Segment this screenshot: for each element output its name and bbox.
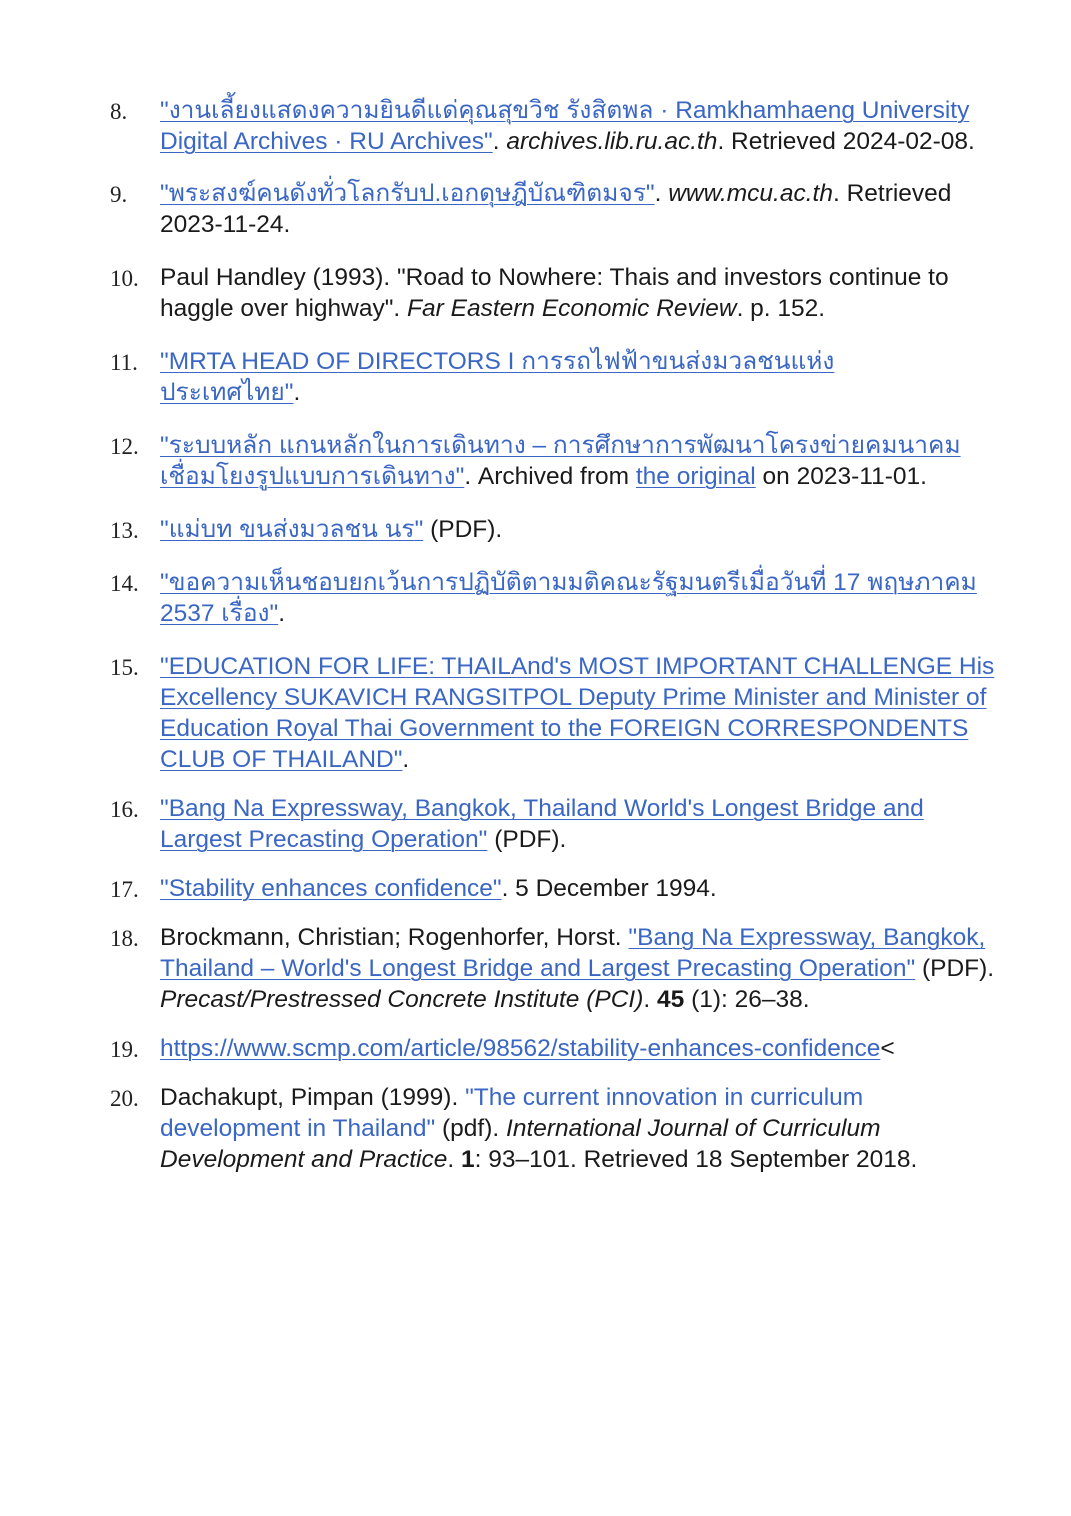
- reference-item-16: [110, 793, 1010, 855]
- reference-item-10: [110, 262, 1010, 324]
- reference-number: 8.: [110, 99, 128, 124]
- reference-number: 11.: [110, 350, 138, 375]
- reference-item-15: [110, 651, 1010, 775]
- reference-item-8: [110, 95, 1010, 157]
- reference-text: .: [293, 379, 301, 406]
- reference-list: [110, 95, 1010, 1175]
- reference-text: (PDF).: [915, 955, 995, 982]
- reference-text: . Retrieved 2023-11-24.: [160, 180, 952, 238]
- reference-text: . Archived from: [464, 463, 636, 490]
- reference-text: Dachakupt, Pimpan (1999).: [160, 1084, 466, 1111]
- reference-text: . 5 December 1994.: [501, 875, 717, 902]
- reference-number: 19.: [110, 1037, 139, 1062]
- reference-journal: Far Eastern Economic Review: [407, 295, 737, 322]
- reference-item-18: [110, 922, 1010, 1015]
- reference-item-17: [110, 873, 1010, 904]
- reference-link[interactable]: "MRTA HEAD OF DIRECTORS I การรถไฟฟ้าขนส่งมวลชนแห่งประเทศไทย": [160, 348, 835, 406]
- reference-text: .: [492, 128, 507, 155]
- reference-link[interactable]: "EDUCATION FOR LIFE: THAILAnd's MOST IMPORTANT CHALLENGE His Excellency SUKAVICH RANGSITPOL Deputy Prime Minister and Minister of Education Royal Thai Government to the FOREIGN CORRESPONDENTS CLUB OF THAILAND": [160, 653, 995, 773]
- reference-link[interactable]: "งานเลี้ยงแสดงความยินดีแด่คุณสุขวิช รังสิตพล · Ramkhamhaeng University Digital Archives · RU Archives": [160, 97, 970, 155]
- reference-journal: Precast/Prestressed Concrete Institute (PCI): [160, 986, 644, 1013]
- reference-volume: 45: [657, 986, 685, 1013]
- reference-volume: 1: [460, 1146, 475, 1173]
- reference-item-20: [110, 1082, 1010, 1175]
- reference-link[interactable]: "Bang Na Expressway, Bangkok, Thailand World's Longest Bridge and Largest Precasting Operation": [160, 795, 924, 853]
- reference-number: 15.: [110, 655, 139, 680]
- reference-number: 10.: [110, 266, 139, 291]
- reference-text: (PDF).: [423, 516, 503, 543]
- reference-text: .: [278, 600, 286, 627]
- reference-number: 17.: [110, 877, 139, 902]
- reference-item-9: [110, 178, 1010, 240]
- reference-site: archives.lib.ru.ac.th: [506, 128, 718, 155]
- reference-text: .: [402, 746, 410, 773]
- reference-text: (pdf).: [435, 1115, 507, 1142]
- reference-item-14: [110, 567, 1010, 629]
- reference-text: Paul Handley (1993). "Road to Nowhere: Thais and investors continue to haggle over highway".: [160, 264, 949, 322]
- reference-link[interactable]: "พระสงฆ์คนดังทั่วโลกรับป.เอกดุษฎีบัณฑิตมจร": [160, 180, 655, 207]
- reference-number: 18.: [110, 926, 139, 951]
- reference-text: .: [447, 1146, 461, 1173]
- reference-number: 14.: [110, 571, 139, 596]
- reference-site: www.mcu.ac.th: [668, 180, 833, 207]
- reference-item-11: [110, 346, 1010, 408]
- reference-item-12: [110, 430, 1010, 492]
- original-link[interactable]: the original: [635, 463, 756, 490]
- reference-link[interactable]: https://www.scmp.com/article/98562/stability-enhances-confidence: [160, 1035, 881, 1062]
- reference-text: <: [880, 1035, 895, 1062]
- reference-number: 20.: [110, 1086, 139, 1111]
- reference-link[interactable]: "ระบบหลัก แกนหลักในการเดินทาง – การศึกษาการพัฒนาโครงข่ายคมนาคมเชื่อมโยงรูปแบบการเดินทาง": [160, 432, 961, 490]
- reference-item-13: [110, 514, 1010, 545]
- reference-text: . Retrieved 2024-02-08.: [717, 128, 975, 155]
- reference-link[interactable]: "The current innovation in curriculum development in Thailand": [160, 1084, 864, 1142]
- reference-number: 9.: [110, 182, 128, 207]
- reference-item-19: [110, 1033, 1010, 1064]
- reference-text: on 2023-11-01.: [755, 463, 927, 490]
- reference-text: (1): 26–38.: [684, 986, 810, 1013]
- reference-link[interactable]: "ขอความเห็นชอบยกเว้นการปฏิบัติตามมติคณะรัฐมนตรีเมื่อวันที่ 17 พฤษภาคม 2537 เรื่อง": [160, 569, 977, 627]
- reference-link[interactable]: "แม่บท ขนส่งมวลชน นร": [160, 516, 424, 543]
- reference-text: : 93–101. Retrieved 18 September 2018.: [474, 1146, 918, 1173]
- reference-number: 12.: [110, 434, 139, 459]
- reference-journal: International Journal of Curriculum Development and Practice: [160, 1115, 881, 1173]
- reference-text: (PDF).: [487, 826, 567, 853]
- reference-text: .: [643, 986, 657, 1013]
- reference-text: . p. 152.: [736, 295, 826, 322]
- reference-number: 13.: [110, 518, 139, 543]
- reference-number: 16.: [110, 797, 139, 822]
- reference-text: Brockmann, Christian; Rogenhorfer, Horst.: [160, 924, 629, 951]
- reference-link[interactable]: "Stability enhances confidence": [160, 875, 502, 902]
- reference-link[interactable]: "Bang Na Expressway, Bangkok, Thailand – World's Longest Bridge and Largest Precasting Operation": [160, 924, 986, 982]
- reference-text: .: [654, 180, 669, 207]
